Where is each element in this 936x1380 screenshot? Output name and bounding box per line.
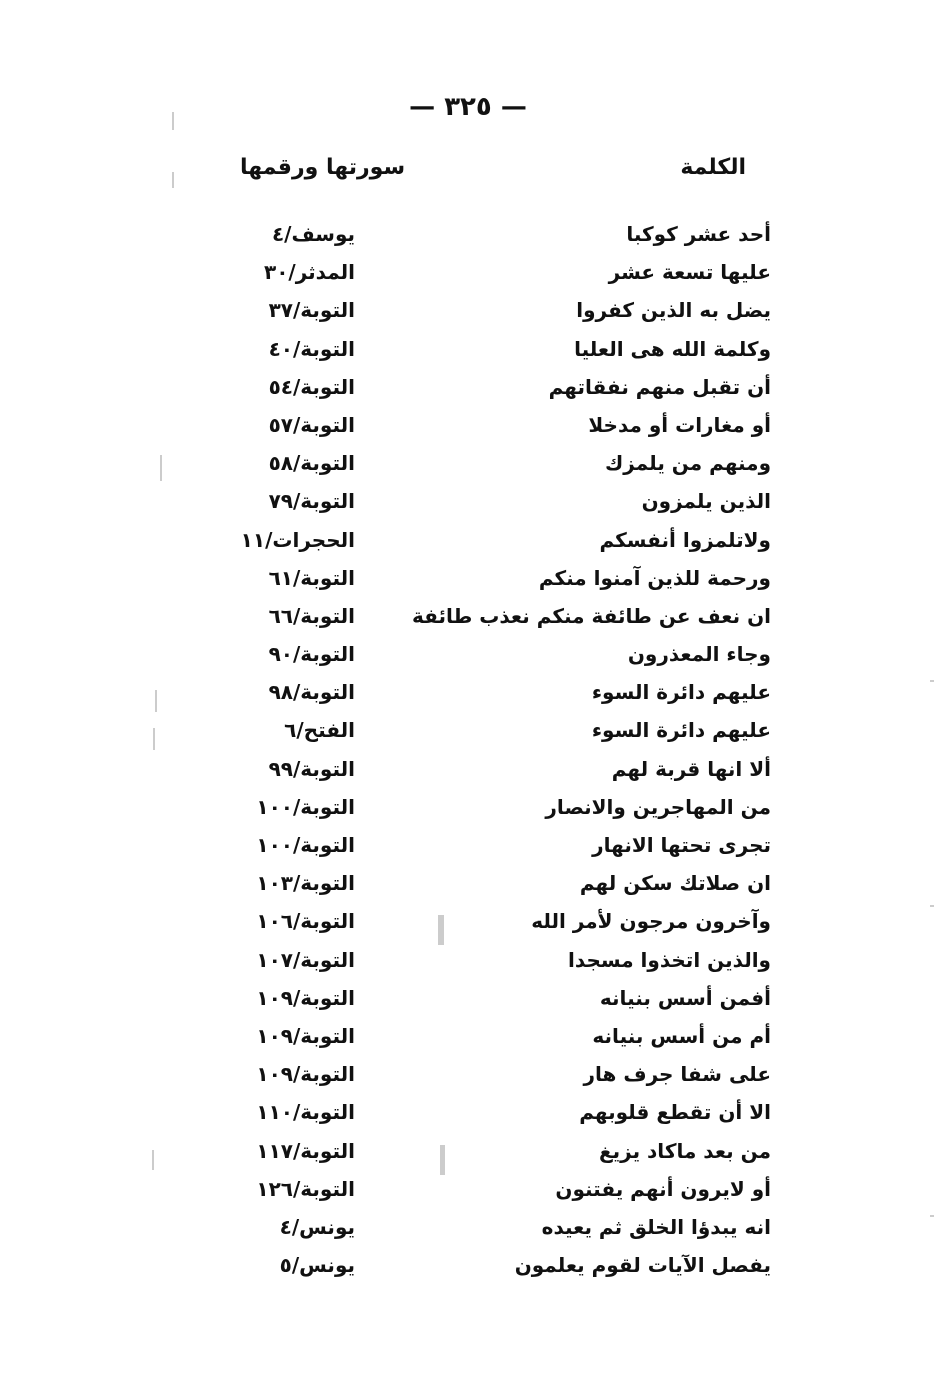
surah-ref: التوبة/٥٤: [268, 374, 355, 399]
scan-artifact: [172, 172, 174, 188]
list-item: [0, 564, 936, 602]
surah-ref: التوبة/١٠٧: [256, 947, 355, 972]
surah-ref: الحجرات/١١: [240, 527, 355, 552]
word-text: وجاء المعذرون: [627, 642, 771, 667]
scan-artifact: [172, 112, 174, 130]
word-text: على شفا جرف هار: [583, 1062, 771, 1087]
list-item: [0, 793, 936, 831]
list-item: [0, 984, 936, 1022]
list-item: [0, 373, 936, 411]
word-text: من بعد ماكاد يزيغ: [598, 1138, 771, 1163]
word-text: ورحمة للذين آمنوا منكم: [538, 565, 771, 590]
word-text: أحد عشر كوكبا: [626, 222, 771, 246]
scan-artifact: [930, 1215, 934, 1217]
word-text: يضل به الذين كفروا: [576, 298, 771, 323]
list-item: [0, 296, 936, 334]
surah-ref: المدثر/٣٠: [263, 260, 355, 285]
surah-ref: التوبة/١٠٦: [256, 909, 355, 934]
surah-ref: التوبة/٦١: [268, 565, 355, 590]
surah-ref: التوبة/١١٠: [256, 1100, 355, 1125]
word-text: أن تقبل منهم نفقاتهم: [548, 374, 771, 399]
list-item: [0, 640, 936, 678]
surah-ref: التوبة/١٠٣: [256, 871, 355, 896]
word-text: ولاتلمزوا أنفسكم: [599, 527, 771, 552]
table-header: [0, 155, 936, 195]
surah-ref: التوبة/٩٠: [268, 642, 355, 667]
list-item: [0, 487, 936, 525]
surah-ref: التوبة/١٠٩: [256, 1023, 355, 1048]
surah-ref: التوبة/٩٩: [268, 756, 355, 781]
list-item: [0, 1175, 936, 1213]
word-text: عليهم دائرة السوء: [591, 718, 771, 743]
word-text: وكلمة الله هى العليا: [574, 336, 771, 361]
word-text: أم من أسس بنيانه: [592, 1023, 771, 1048]
list-item: [0, 1022, 936, 1060]
surah-ref: التوبة/٥٧: [268, 412, 355, 437]
surah-ref: التوبة/٣٧: [268, 298, 355, 323]
surah-ref: التوبة/٩٨: [268, 680, 355, 705]
scan-artifact: [438, 915, 444, 945]
list-item: [0, 602, 936, 640]
surah-ref: التوبة/١١٧: [256, 1138, 355, 1163]
word-column-header: الكلمة: [680, 155, 746, 180]
list-item: [0, 411, 936, 449]
scan-artifact: [152, 1150, 154, 1170]
scan-artifact: [930, 905, 934, 907]
word-text: أو مغارات أو مدخلا: [588, 412, 771, 437]
word-text: الذين يلمزون: [641, 489, 771, 514]
list-item: [0, 1137, 936, 1175]
word-text: يفصل الآيات لقوم يعلمون: [514, 1253, 771, 1278]
word-text: عليها تسعة عشر: [608, 260, 771, 285]
list-item: [0, 335, 936, 373]
word-text: تجرى تحتها الانهار: [592, 833, 771, 857]
word-text: أفمن أسس بنيانه: [599, 985, 771, 1010]
list-item: [0, 907, 936, 945]
word-text: ان صلاتك سكن لهم: [579, 871, 771, 896]
word-text: أو لايرون أنهم يفتنون: [555, 1176, 771, 1201]
surah-ref: التوبة/٧٩: [268, 489, 355, 514]
surah-ref: التوبة/١٠٠: [256, 794, 355, 819]
scan-artifact: [153, 728, 155, 750]
list-item: [0, 220, 936, 258]
surah-ref: يوسف/٤: [271, 222, 355, 246]
list-item: [0, 1251, 936, 1289]
list-item: [0, 678, 936, 716]
list-item: [0, 755, 936, 793]
list-item: [0, 831, 936, 869]
surah-ref: يونس/٤: [279, 1214, 355, 1239]
surah-ref: الفتح/٦: [284, 718, 355, 743]
list-item: [0, 869, 936, 907]
surah-column-header: سورتها ورقمها: [240, 155, 406, 180]
word-list: [0, 220, 936, 1289]
word-text: ان نعف عن طائفة منكم نعذب طائفة: [411, 603, 771, 628]
word-text: والذين اتخذوا مسجدا: [568, 947, 771, 972]
surah-ref: التوبة/٤٠: [268, 336, 355, 361]
word-text: من المهاجرين والانصار: [545, 794, 771, 819]
scan-artifact: [155, 690, 157, 712]
word-text: انه يبدؤا الخلق ثم يعيده: [541, 1214, 771, 1239]
scan-artifact: [930, 680, 934, 682]
scan-artifact: [440, 1145, 445, 1175]
list-item: [0, 449, 936, 487]
surah-ref: التوبة/١٢٦: [256, 1176, 355, 1201]
surah-ref: يونس/٥: [279, 1253, 355, 1278]
word-text: ومنهم من يلمزك: [604, 451, 771, 476]
word-text: عليهم دائرة السوء: [591, 680, 771, 705]
surah-ref: التوبة/١٠٩: [256, 985, 355, 1010]
page-number: — ٣٢٥ —: [409, 92, 527, 122]
list-item: [0, 1060, 936, 1098]
list-item: [0, 258, 936, 296]
surah-ref: التوبة/٦٦: [268, 603, 355, 628]
surah-ref: التوبة/٥٨: [268, 451, 355, 476]
surah-ref: التوبة/١٠٩: [256, 1062, 355, 1087]
word-text: الا أن تقطع قلوبهم: [579, 1100, 771, 1125]
word-text: وآخرون مرجون لأمر الله: [531, 909, 771, 934]
list-item: [0, 1213, 936, 1251]
surah-ref: التوبة/١٠٠: [256, 833, 355, 857]
list-item: [0, 946, 936, 984]
list-item: [0, 716, 936, 754]
list-item: [0, 1098, 936, 1136]
list-item: [0, 526, 936, 564]
word-text: ألا انها قربة لهم: [611, 756, 771, 781]
scan-artifact: [160, 455, 162, 481]
